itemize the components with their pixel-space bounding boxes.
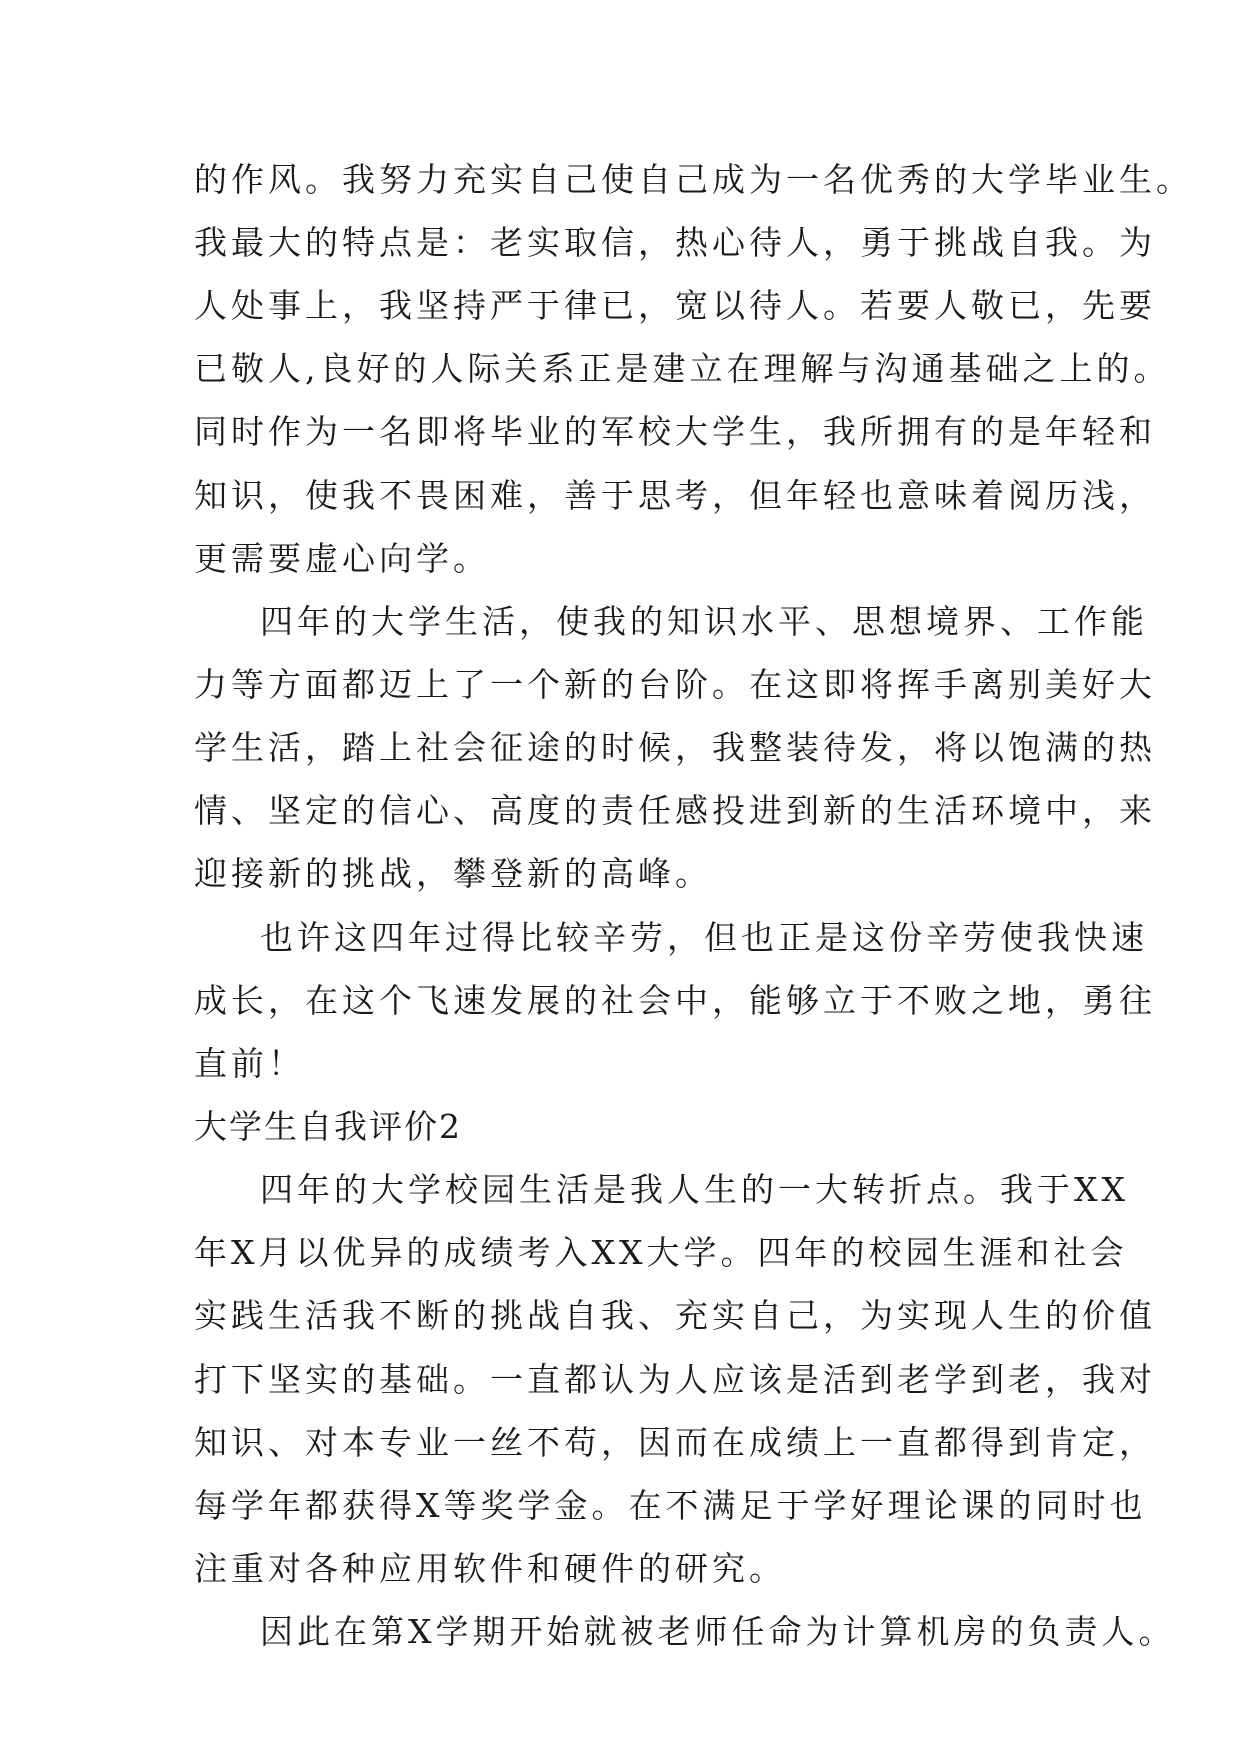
paragraph-first-line: 因此在第X学期开始就被老师任命为计算机房的负责人。 bbox=[260, 1612, 1176, 1651]
text-line: 已敬人,良好的人际关系正是建立在理解与沟通基础之上的。 bbox=[194, 349, 1171, 388]
text-line: 迎接新的挑战，攀登新的高峰。 bbox=[194, 854, 712, 893]
text-line: 学生活，踏上社会征途的时候，我整装待发，将以饱满的热 bbox=[194, 728, 1156, 767]
text-line: 我最大的特点是：老实取信，热心待人，勇于挑战自我。为 bbox=[194, 223, 1156, 262]
text-line: 知识、对本专业一丝不苟，因而在成绩上一直都得到肯定， bbox=[194, 1423, 1156, 1462]
text-line: 同时作为一名即将毕业的军校大学生，我所拥有的是年轻和 bbox=[194, 412, 1156, 451]
text-line: 注重对各种应用软件和硬件的研究。 bbox=[194, 1549, 786, 1588]
paragraph-first-line: 也许这四年过得比较辛劳，但也正是这份辛劳使我快速 bbox=[260, 918, 1148, 957]
text-line: 人处事上，我坚持严于律已，宽以待人。若要人敬已，先要 bbox=[194, 286, 1156, 325]
text-line: 情、坚定的信心、高度的责任感投进到新的生活环境中，来 bbox=[194, 791, 1156, 830]
paragraph-first-line: 四年的大学生活，使我的知识水平、思想境界、工作能 bbox=[260, 602, 1148, 641]
text-line: 打下坚实的基础。一直都认为人应该是活到老学到老，我对 bbox=[194, 1360, 1156, 1399]
text-line: 每学年都获得X等奖学金。在不满足于学好理论课的同时也 bbox=[194, 1486, 1147, 1525]
text-line: 直前！ bbox=[194, 1044, 305, 1083]
section-heading: 大学生自我评价2 bbox=[194, 1107, 462, 1146]
text-line: 成长，在这个飞速发展的社会中，能够立于不败之地，勇往 bbox=[194, 981, 1156, 1020]
text-line: 年X月以优异的成绩考入XX大学。四年的校园生涯和社会 bbox=[194, 1233, 1128, 1272]
text-line: 更需要虚心向学。 bbox=[194, 539, 490, 578]
text-line: 实践生活我不断的挑战自我、充实自己，为实现人生的价值 bbox=[194, 1296, 1156, 1335]
text-line: 的作风。我努力充实自己使自己成为一名优秀的大学毕业生。 bbox=[194, 160, 1193, 199]
text-line: 知识，使我不畏困难，善于思考，但年轻也意味着阅历浅， bbox=[194, 476, 1156, 515]
text-line: 力等方面都迈上了一个新的台阶。在这即将挥手离别美好大 bbox=[194, 665, 1156, 704]
paragraph-first-line: 四年的大学校园生活是我人生的一大转折点。我于XX bbox=[260, 1170, 1129, 1209]
